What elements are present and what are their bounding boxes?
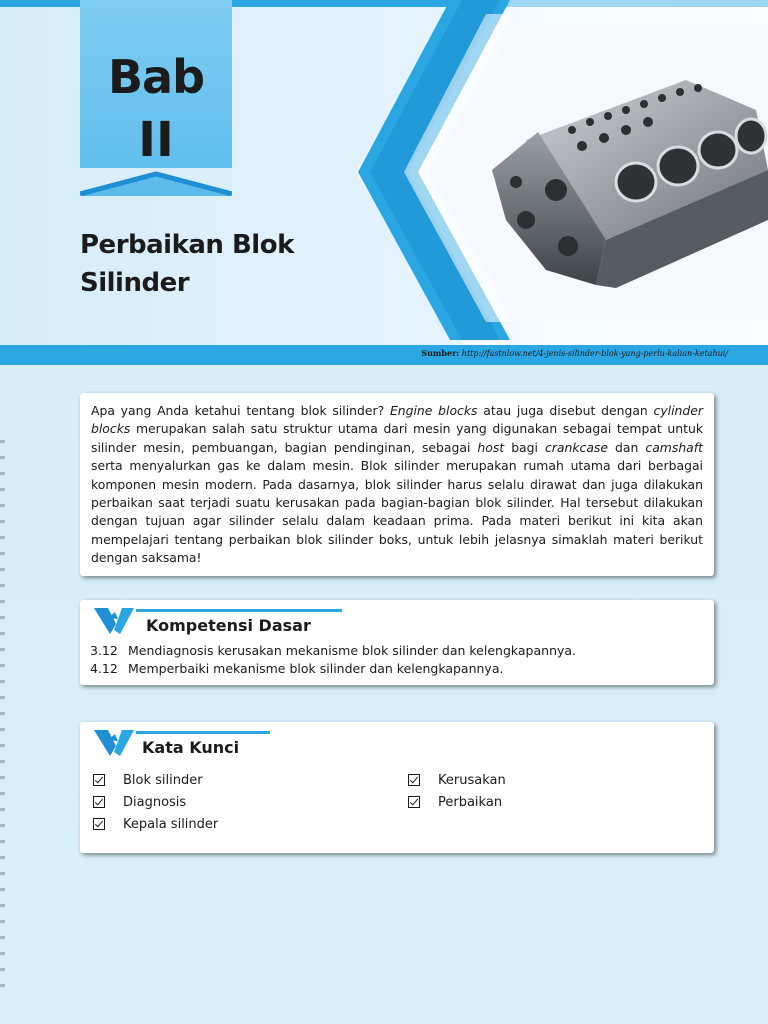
chapter-ribbon-tip [80, 168, 232, 196]
chapter-number: II [138, 112, 174, 168]
kata-kunci-title: Kata Kunci [142, 738, 240, 757]
intro-segment-italic: crankcase [545, 439, 609, 455]
kompetensi-dasar-title: Kompetensi Dasar [146, 616, 311, 635]
intro-segment: dan [608, 439, 646, 455]
intro-segment: merupakan salah satu struktur utama dari mesin yang digunakan sebagai tempat untuk silinder mesin, pembuangan, bagian pendinginan, sebagai [91, 421, 703, 455]
chapter-title-line2: Silinder [80, 268, 190, 298]
kompetensi-dasar-item [90, 660, 690, 678]
keyword-text: Kerusakan [438, 772, 506, 788]
keyword-text: Perbaikan [438, 794, 503, 810]
chevron-bracket-icon [90, 728, 136, 758]
chevron-bracket-icon [90, 606, 136, 636]
checked-box-icon [93, 796, 105, 808]
kata-kunci-card [80, 722, 714, 853]
intro-segment: serta menyalurkan gas ke dalam mesin. Blok silinder merupakan rumah utama dari berbagai komponen mesin modern. Pada dasarnya, blok silinder harus selalu dirawat dan juga dilakukan perbaikan saat terjadi suatu kerusakan pada bagian-bagian blok silinder. Hal tersebut dilakukan dengan tujuan agar silinder selalu dalam keadaan prima. Pada materi berikut ini kita akan mempelajari tentang perbaikan blok silinder boks, untuk lebih jelasnya simaklah materi berikut dengan saksama! [91, 458, 703, 566]
keyword-text: Diagnosis [123, 794, 187, 810]
kompetensi-dasar-list [90, 642, 690, 678]
keyword-item [408, 769, 506, 791]
keyword-item [93, 769, 218, 791]
checked-box-icon [93, 774, 105, 786]
chapter-title-line1: Perbaikan Blok [80, 230, 294, 260]
intro-segment-italic: Engine blocks [389, 403, 478, 418]
kd-item-number: 3.12 [90, 643, 118, 658]
caption-url: http://fastnlow.net/4-jenis-silinder-blok-yang-perlu-kalian-ketahui/ [461, 349, 728, 358]
intro-segment-italic: cylinder blocks [91, 403, 703, 437]
intro-paragraph [91, 402, 703, 568]
keyword-item [408, 791, 506, 813]
kompetensi-dasar-card [80, 600, 714, 685]
kd-item-text: Mendiagnosis kerusakan mekanisme blok silinder dan kelengkapannya. [128, 643, 577, 658]
engine-block-image [486, 70, 768, 295]
intro-segment: bagi [504, 439, 545, 455]
kata-kunci-right-column [408, 769, 506, 813]
kata-kunci-left-column [93, 769, 218, 835]
intro-card [80, 393, 714, 576]
caption-label: Sumber: [421, 348, 460, 358]
checked-box-icon [408, 774, 420, 786]
checked-box-icon [93, 818, 105, 830]
kompetensi-dasar-header [80, 606, 350, 638]
kompetensi-dasar-line [136, 609, 342, 612]
intro-segment: Apa yang Anda ketahui tentang blok silinder? [91, 403, 390, 418]
checked-box-icon [408, 796, 420, 808]
keyword-item [93, 813, 218, 835]
keyword-text: Kepala silinder [123, 816, 219, 832]
keyword-text: Blok silinder [123, 772, 203, 788]
kd-item-number: 4.12 [90, 661, 118, 676]
keyword-item [93, 791, 218, 813]
kd-item-text: Memperbaiki mekanisme blok silinder dan kelengkapannya. [128, 661, 504, 676]
intro-segment-italic: host [477, 439, 505, 455]
kata-kunci-line [136, 731, 270, 734]
image-source-caption [421, 348, 728, 358]
kata-kunci-header [80, 728, 350, 760]
intro-segment: atau juga disebut dengan [477, 403, 654, 418]
page-binding-edge [0, 440, 5, 1000]
chapter-label: Bab [107, 50, 205, 104]
intro-segment-italic: camshaft [645, 439, 703, 455]
kompetensi-dasar-item [90, 642, 690, 660]
